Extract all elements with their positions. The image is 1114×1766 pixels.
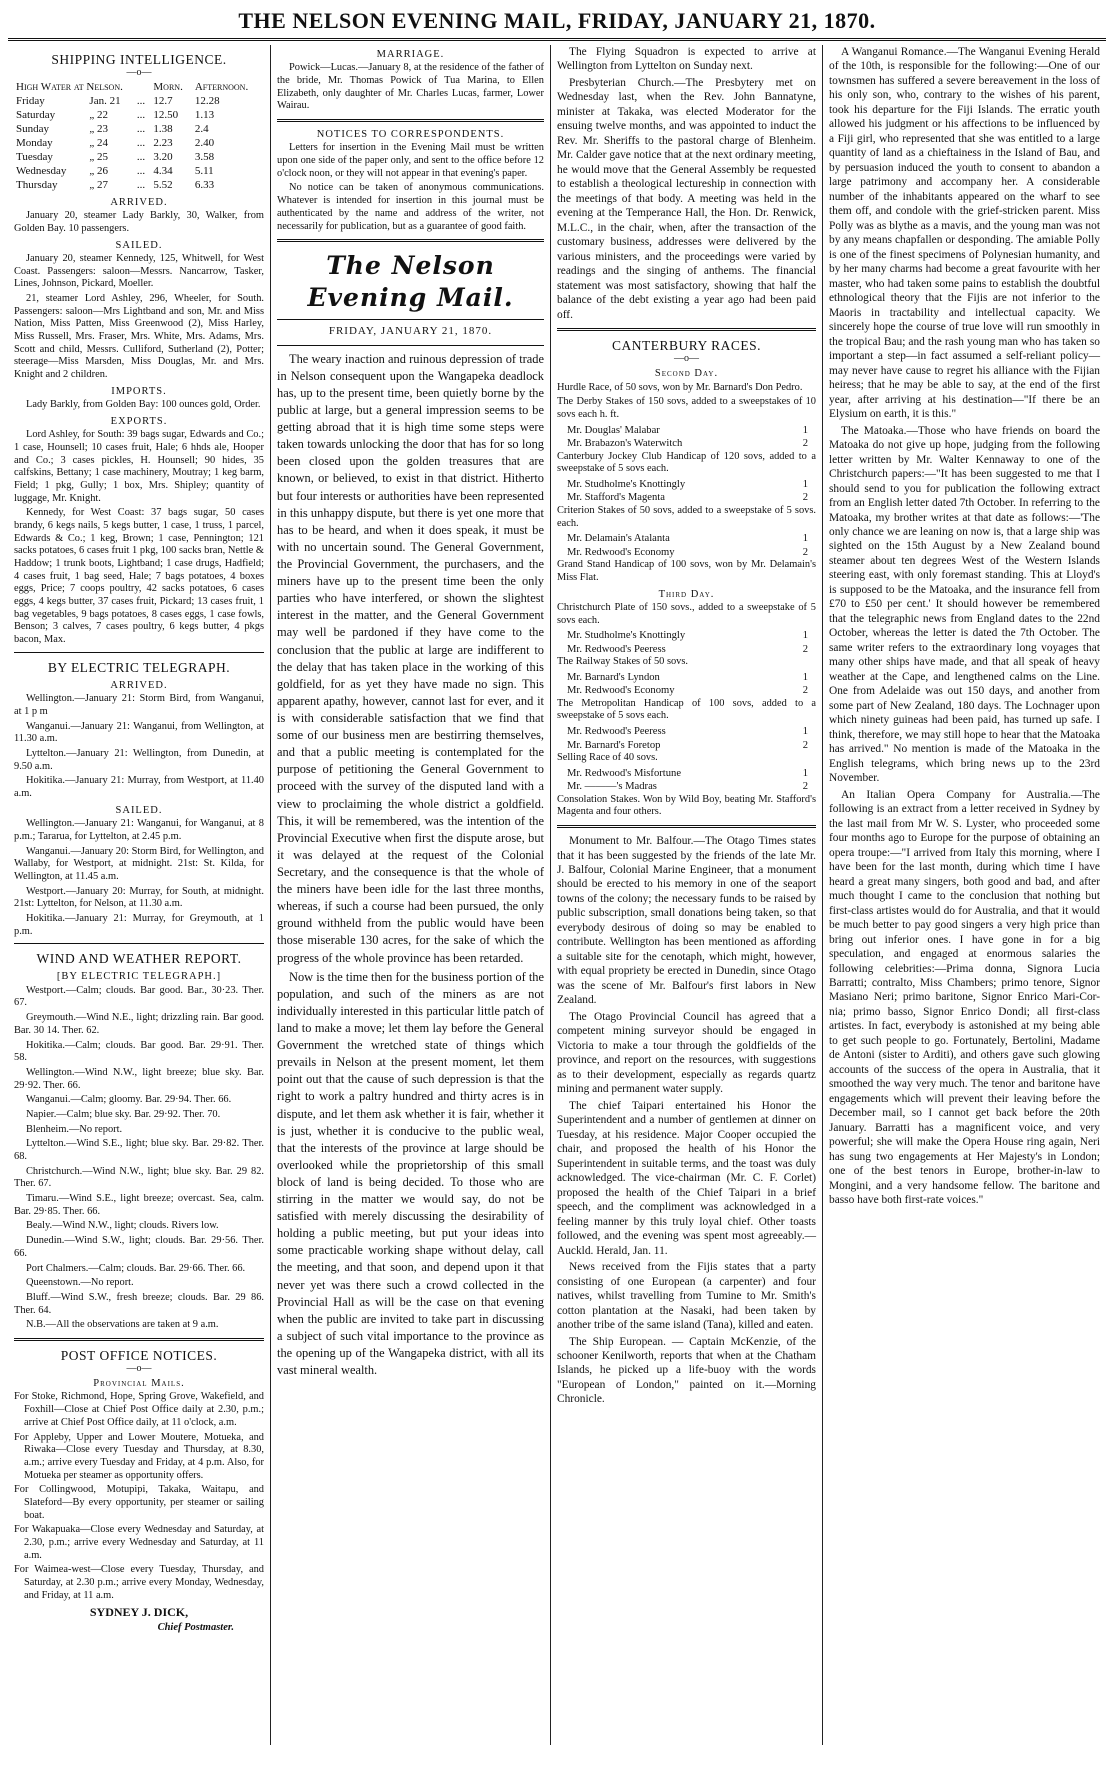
horse-owner: Mr. Studholme's Knottingly bbox=[567, 630, 686, 642]
weather-note: N.B.—All the observations are taken at 9 a.m. bbox=[26, 1319, 219, 1331]
editorial-body bbox=[277, 351, 544, 1380]
squadron-item: The Flying Squadron is expected to arrive at Wellington from Lyttelton on Sunday next. bbox=[557, 46, 816, 73]
column-2 bbox=[270, 45, 550, 1745]
tide-cell: 5.11 bbox=[194, 164, 214, 177]
tide-cell: 12.50 bbox=[153, 109, 179, 122]
horse-owner: Mr. Redwood's Peeress bbox=[567, 726, 666, 738]
columns bbox=[8, 45, 1106, 1745]
race-list bbox=[557, 382, 816, 585]
placing-number: 2 bbox=[802, 781, 808, 793]
tide-cell: 12.28 bbox=[194, 95, 220, 108]
sailed-text: January 20, steamer Kennedy, 125, Whitwell, for West Coast. Passengers: saloon—Messrs. Nancarrow, Tasker, Lines, Johnson, Pickard, Moeller. bbox=[14, 252, 264, 290]
weather-item: Dunedin.—Wind S.W., light; clouds. Bar. 29·56. Ther. 66. bbox=[14, 1235, 264, 1259]
tide-cell: 1.38 bbox=[153, 123, 173, 136]
nameplate: The Nelson Evening Mail. bbox=[307, 251, 514, 312]
marriage-text: Powick—Lucas.—January 8, at the residence of the father of the bride, Mr. Thomas Powick of Tua Marina, to Ellen Elizabeth, only daughter of Mr. Charles Lucas, farmer, Lower Wairau. bbox=[277, 62, 544, 112]
editorial-paragraph: The weary inaction and ruinous depression of trade in Nelson consequent upon the Wangapeka deadlock has, up to the present time, been quietly borne by the public at large, but a general impression seems to be getting abroad that it is high time some steps were taken towards unlocking the door that has for so long been closed upon the golden treasures that are known, or believed, to exist in that district. Hitherto but four interests or authorities have been represented in this unhappy dispute, but there is yet one more that has to be heard, and when it does speak, it must be with no uncertain sound. The General Government, the Provincial Government, the purchasers, and the miners have up to the present time been the only parties who have interfered, or shown the slightest interest in the matter, and the General Government may well be pardoned if they have come to the conclusion that the public at large are indifferent to the delay that has taken place in the working of this goldfield, for as yet they have made no sign. This apparent apathy, however, cannot last for ever, and it is with considerable satisfaction that we find that some of our business men are bestirring themselves, and that a public meeting is contemplated for the purpose of petitioning the General Government to proceed with the survey of the disputed land with a view to proclaiming the whole district a goldfield. This, it will be remembered, was the intention of the Provincial Executive when first the dispute arose, but it was delayed at the request of the Colonial Secretary, and the consequence is that the whole of the miners have been idle for the last three months, whereas, if such a course had been pursued, the only ground withheld from the public would have been those miserable 130 acres, for the sake of which the progress of the whole province has been retarded. bbox=[277, 351, 544, 965]
horse-owner: Mr. Redwood's Misfortune bbox=[567, 767, 682, 779]
tide-cell: „ 22 bbox=[89, 109, 109, 122]
divider bbox=[14, 1338, 264, 1341]
placing-number: 1 bbox=[802, 767, 808, 779]
tide-row bbox=[14, 165, 264, 179]
post-title: POST OFFICE NOTICES. bbox=[60, 1347, 218, 1363]
telegraph-sailed-heading: SAILED. bbox=[115, 804, 163, 816]
tide-cell: Thursday bbox=[16, 178, 58, 191]
weather-item: Blenheim.—No report. bbox=[26, 1123, 123, 1135]
news-item: News received from the Fijis states that a party consisting of one European (a carpenter) and four natives, whilst travelling from Tumine to Mr. Smith's cotton plantation at the Nasaki, had been taken by another tribe of the same island (Tana), killed and eaten. bbox=[557, 1261, 816, 1332]
divider bbox=[14, 652, 264, 653]
exports-heading: EXPORTS. bbox=[110, 415, 168, 427]
race-placing bbox=[557, 767, 816, 780]
telegraph-item: Wellington.—January 21: Storm Bird, from Wanganui, at 1 p m bbox=[14, 693, 264, 717]
race-placing bbox=[557, 643, 816, 656]
tide-cell: 1.13 bbox=[194, 109, 215, 122]
race-placing bbox=[557, 478, 816, 491]
sailed-text: 21, steamer Lord Ashley, 296, Wheeler, for South. Passengers: saloon—Mrs Lightband and son, Mr. and Miss Nation, Miss Patten, Miss Greenwood (2), Miss Harley, Miss Russell, Mrs. Fraser, Mrs. White, Mrs. Adams, Mrs. Scott and child, Messrs. Culliford, Sutherland (2), Potter; steerage—Miss Marsden, Miss Douglas, Mr. and Mrs. Knight and 2 children. bbox=[14, 292, 264, 381]
race-day-heading: Second Day. bbox=[654, 368, 719, 380]
divider bbox=[557, 328, 816, 331]
race-description: The Derby Stakes of 150 sovs, added to a sweepstakes of 10 sovs each h. ft. bbox=[557, 396, 816, 421]
correspondents-text: Letters for insertion in the Evening Mail must be written upon one side of the paper only, and sent to the office before 12 o'clock noon, or they will not appear in that evening's paper. bbox=[277, 142, 544, 179]
race-description: Grand Stand Handicap of 100 sovs, won by Mr. Delamain's Miss Flat. bbox=[557, 559, 816, 583]
weather-item: Napier.—Calm; blue sky. Bar. 29·92. Ther. 70. bbox=[26, 1108, 221, 1120]
tide-cell: 2.23 bbox=[153, 137, 173, 150]
news-item: The Otago Provincial Council has agreed that a competent mining surveyor should be engaged in Victoria to make a tour through the goldfields of the province, and report on the resources, with suggestions as to their development, especially as regards quartz mining and permanent water supply. bbox=[557, 1010, 816, 1096]
column-3 bbox=[550, 45, 822, 1745]
placing-number: 2 bbox=[802, 492, 808, 504]
marriage-title: MARRIAGE. bbox=[376, 49, 445, 60]
race-description: Christchurch Plate of 150 sovs., added to a sweepstake of 5 sovs each. bbox=[557, 601, 816, 626]
news-item: The Ship European. — Captain McKenzie, of the schooner Kenilworth, reports that when at the Chatham Islands, he picked up a life-buoy with the words "European of London," painted on it.—Morning Chronicle. bbox=[557, 1335, 816, 1406]
news-item: Monument to Mr. Balfour.—The Otago Times states that it has been suggested by the friends of the late Mr. J. Balfour, Colonial Marine Engineer, that a monument should be erected to his memory in one of the seaport towns of the colony; the necessary funds to be raised by public subscription, small donations being taken, so that everybody desirous of doing so may be enabled to contribute. Wellington has been mentioned as affording a suitable site for the cenotaph, which might, however, with equal propriety be erected in Dunedin, since Otago was the scene of Mr. Balfour's first labors in New Zealand. bbox=[557, 835, 816, 1007]
placing-number: 1 bbox=[802, 533, 808, 545]
post-item: For Collingwood, Motupipi, Takaka, Waitapu, and Slateford—By every opportunity, per steamer or sailing boat. bbox=[14, 1484, 264, 1521]
news-item: The chief Taipari entertained his Honor the Superintendent and a number of gentlemen at dinner on Tuesday, at his residence. Major Cooper occupied the chair, and proposed the health of his Honor the Superintendent in suitable terms, and the toast was duly acknowledged. The vice-chairman (Mr. C. F. Corlet) proposed the health of the Chief Taipari in a brief speech, and the compliment was acknowledged in a feeling manner by this truly loyal chief. Other toasts followed, and the evening was spent most agreeably.—Auckld. Herald, Jan. 11. bbox=[557, 1099, 816, 1257]
divider bbox=[277, 239, 544, 242]
race-placing bbox=[557, 725, 816, 738]
weather-item: Timaru.—Wind S.E., light breeze; overcast. Sea, calm. Bar. 29·85. Ther. 66. bbox=[14, 1193, 264, 1217]
race-placing bbox=[557, 739, 816, 752]
horse-owner: Mr. Barnard's Lyndon bbox=[567, 671, 660, 683]
editorial-date: FRIDAY, JANUARY 21, 1870. bbox=[328, 324, 493, 337]
sailed-heading: SAILED. bbox=[115, 239, 163, 251]
weather-item: Wellington.—Wind N.W., light breeze; blue sky. Bar. 29·92. Ther. 66. bbox=[14, 1066, 264, 1091]
horse-owner: Mr. Studholme's Knottingly bbox=[567, 479, 686, 491]
tide-header: High Water at Nelson. bbox=[16, 81, 123, 94]
divider bbox=[557, 825, 816, 828]
tide-cell: ... bbox=[136, 137, 146, 150]
tide-cell: Saturday bbox=[16, 109, 56, 122]
presbyterian-item: Presbyterian Church.—The Presbytery met on Wednesday last, when the Rev. John Bannatyne, minister at Takaka, was elected Moderator for the ensuing twelve months, and was appointed to induct the Rev. Mr. Sheriffs to the pastoral charge of Blenheim. Mr. Calder gave notice that at the next ordinary meeting, he would move that the General Assembly be requested to establish a theological lectureship in connection with the meetings of that body. A meeting was held in the evening at the Temperance Hall, the Hon. Dr. Renwick, M.L.C., in the chair, when, after the transaction of the customary business, addresses were delivered by the various ministers, and the proceedings were varied by readings and the singing of anthems. The financial statement was most satisfactory, showing that half the balance of the debt existing a year ago had been paid off. bbox=[557, 76, 816, 321]
race-list bbox=[557, 602, 816, 819]
postmaster-signature: SYDNEY J. DICK, bbox=[89, 1605, 189, 1620]
race-description: Consolation Stakes. Won by Wild Boy, beating Mr. Stafford's Magenta and four others. bbox=[557, 793, 816, 818]
horse-owner: Mr. Redwood's Peeress bbox=[567, 643, 666, 655]
tide-cell: ... bbox=[136, 178, 146, 191]
placing-number: 1 bbox=[802, 630, 808, 642]
ornament: —o— bbox=[674, 353, 699, 365]
race-placing bbox=[557, 437, 816, 450]
post-item: For Stoke, Richmond, Hope, Spring Grove, Wakefield, and Foxhill—Close at Chief Post Office daily at 2.30, p.m.; arrive at Chief Post Office daily, at 11 o'clock, a.m. bbox=[14, 1391, 264, 1428]
divider bbox=[14, 943, 264, 944]
race-placing bbox=[557, 491, 816, 504]
race-placing bbox=[557, 780, 816, 793]
shipping-title: SHIPPING INTELLIGENCE. bbox=[51, 52, 227, 67]
post-subtitle: Provincial Mails. bbox=[93, 1378, 185, 1390]
telegraph-item: Wanganui.—January 21: Wanganui, from Wellington, at 11.30 a.m. bbox=[14, 720, 264, 745]
placing-number: 1 bbox=[802, 424, 808, 436]
horse-owner: Mr. Douglas' Malabar bbox=[567, 424, 660, 436]
ornament: —o— bbox=[126, 67, 152, 79]
weather-item: Hokitika.—Calm; clouds. Bar good. Bar. 29·91. Ther. 58. bbox=[14, 1039, 264, 1064]
weather-subtitle: [BY ELECTRIC TELEGRAPH.] bbox=[56, 971, 222, 983]
race-placing bbox=[557, 684, 816, 697]
tide-cell: 6.33 bbox=[194, 178, 215, 191]
weather-item: Lyttelton.—Wind S.E., light; blue sky. Bar. 29·82. Ther. 68. bbox=[14, 1138, 264, 1163]
weather-item: Greymouth.—Wind N.E., light; drizzling rain. Bar good. Bar. 30 14. Ther. 62. bbox=[14, 1012, 264, 1036]
tide-cell: „ 24 bbox=[89, 137, 109, 150]
telegraph-item: Lyttelton.—January 21: Wellington, from Dunedin, at 9.50 a.m. bbox=[14, 748, 264, 772]
placing-number: 2 bbox=[802, 546, 808, 558]
tide-cell: ... bbox=[136, 123, 146, 136]
column-1 bbox=[8, 45, 270, 1745]
tide-cell: „ 27 bbox=[89, 178, 109, 191]
post-item: For Wakapuaka—Close every Wednesday and Saturday, at 2.30, p.m.; arrive every Wednesday and Saturday, at 11 a.m. bbox=[14, 1524, 264, 1561]
horse-owner: Mr. Stafford's Magenta bbox=[567, 492, 665, 504]
tide-row bbox=[14, 109, 264, 123]
placing-number: 2 bbox=[802, 438, 808, 450]
tide-row bbox=[14, 179, 264, 193]
race-description: Hurdle Race, of 50 sovs, won by Mr. Barnard's Don Pedro. bbox=[557, 381, 803, 393]
divider bbox=[277, 319, 544, 320]
tide-cell: Jan. 21 bbox=[89, 95, 121, 108]
telegraph-title: BY ELECTRIC TELEGRAPH. bbox=[47, 659, 231, 675]
race-description: Selling Race of 40 sovs. bbox=[557, 752, 658, 764]
horse-owner: Mr. Brabazon's Waterwitch bbox=[567, 438, 683, 450]
post-item: For Waimea-west—Close every Tuesday, Thursday, and Saturday, at 2.30 p.m.; arrive every Monday, Wednesday, and Friday, at 11 a.m. bbox=[14, 1564, 264, 1601]
tide-row bbox=[14, 123, 264, 137]
tide-table bbox=[14, 81, 264, 193]
horse-owner: Mr. Redwood's Economy bbox=[567, 546, 675, 558]
races-title: CANTERBURY RACES. bbox=[611, 338, 762, 354]
telegraph-arrived-heading: ARRIVED. bbox=[110, 679, 168, 691]
horse-owner: Mr. Delamain's Atalanta bbox=[567, 533, 670, 545]
newspaper-page bbox=[8, 6, 1106, 1754]
tide-row bbox=[14, 95, 264, 109]
placing-number: 2 bbox=[802, 685, 808, 697]
tide-cell: 3.58 bbox=[194, 150, 215, 163]
race-day-heading: Third Day. bbox=[658, 588, 715, 600]
imports-text: Lady Barkly, from Golden Bay: 100 ounces gold, Order. bbox=[26, 399, 261, 411]
weather-item: Queenstown.—No report. bbox=[26, 1277, 134, 1289]
news-item: The Matoaka.—Those who have friends on board the Matoaka do not give up hope, judging from the following letter written by Mr. Walter Kennaway to one of the Christchurch papers:—"It has been suggested to me that I should send to you for publication the following extract from an English letter dated 7th October. In referring to the Matoaka, my brother writes at that date as follows:—'The only chance we are leaning on now is, that a large ship was sighted on the 15th August by a New Zealand bound steamer about ten degrees West of the Western Islands steering east, with only foremast standing. This at Lloyd's is supposed to be the Matoaka, and the insurance fell from £70 to £50 per cent.' It should however be remembered that the telegraphic news from England dates to the 22nd October, whereas the letter is dated the 7th October. The same writer refers to the extraordinary long voyages that many other ships have made, and that all speak of heavy weather at the Cape, and lengthened calms on the Line. One from Adelaide was out 150 days, and another from some part of New Zealand, 180 days. The Lochnager upon which ninety guineas had been paid, has turned up safe. I think, therefore, we may still hope to hear that the Matoaka has arrived." No mention is made of the Matoaka in the English telegrams, which bring news up to the 23rd November. bbox=[829, 424, 1100, 785]
tide-cell: 3.20 bbox=[153, 150, 173, 163]
correspondents-text: No notice can be taken of anonymous communications. Whatever is intended for insertion in this journal must be authenticated by the name and address of the writer, not necessarily for publication, but as a guarantee of good faith. bbox=[277, 182, 544, 232]
tide-header: Morn. bbox=[153, 81, 183, 94]
weather-item: Bealy.—Wind N.W., light; clouds. Rivers low. bbox=[26, 1220, 219, 1232]
tide-header: Afternoon. bbox=[194, 81, 249, 94]
masthead: THE NELSON EVENING MAIL, FRIDAY, JANUARY 21, 1870. bbox=[8, 6, 1106, 41]
tide-cell: Wednesday bbox=[16, 164, 67, 177]
tide-cell: Tuesday bbox=[16, 150, 53, 163]
tide-cell: ... bbox=[136, 150, 146, 163]
telegraph-item: Hokitika.—January 21: Murray, from Westport, at 11.40 a.m. bbox=[14, 775, 264, 800]
tide-cell: Friday bbox=[16, 95, 45, 108]
editorial-paragraph: Now is the time then for the business portion of the population, and such of the miners as are not individually interested in this particular little patch of land to make a move; let them lay before the General Government the wretched state of things which prevails in Nelson at the present moment, let them point out that the cause of such depression is that the right to work a paltry hundred and thirty acres is in dispute, and let them ask whether it is fair, whether it is just, whether it is conducive to the public weal, that the interests of the province at large should be overlooked while the proprietorship of this small block of land is being decided. To those who are stirring in the matter we would say, do not be satisfied with merely discussing the desirability of holding a public meeting, but put your ideas into some practicable working shape without delay, call the meeting, and that soon, and depend upon it that never yet was there such a crowd collected in the Provincial Hall as will be the case on that evening when the public are invited to take part in discussing a subject of such vital importance to the province as the opening up of the Wangapeka district, with all its vast mineral wealth. bbox=[277, 969, 544, 1378]
ornament: —o— bbox=[126, 1363, 152, 1375]
weather-item: Christchurch.—Wind N.W., light; blue sky. Bar. 29 82. Ther. 67. bbox=[14, 1165, 264, 1190]
horse-owner: Mr. Barnard's Foretop bbox=[567, 739, 661, 751]
horse-owner: Mr. ———'s Madras bbox=[567, 781, 657, 793]
tide-cell: 4.34 bbox=[153, 164, 173, 177]
column-4 bbox=[822, 45, 1106, 1745]
tide-cell: Sunday bbox=[16, 123, 49, 136]
placing-number: 2 bbox=[802, 643, 808, 655]
tide-cell: ... bbox=[136, 109, 146, 122]
placing-number: 2 bbox=[802, 739, 808, 751]
placing-number: 1 bbox=[802, 479, 808, 491]
tide-cell: „ 23 bbox=[89, 123, 109, 136]
tide-cell: 2.40 bbox=[194, 137, 215, 150]
exports-text: Lord Ashley, for South: 39 bags sugar, Edwards and Co.; 1 case, Hounsell; 10 cases fruit, Hale; 6 hhds ale, Hooper and Co.; 3 cases pickles, H. Hounsell; 90 hides, 35 calfskins, Bettany; 1 case machinery, Moutray; 1 keg barm, Field; 1 pkg, Gully; 1 box, Mrs. Shipley; quantity of luggage, Mr. Knight. bbox=[14, 429, 264, 504]
correspondents-title: NOTICES TO CORRESPONDENTS. bbox=[316, 129, 505, 141]
arrived-text: January 20, steamer Lady Barkly, 30, Walker, from Golden Bay. 10 passengers. bbox=[14, 210, 264, 234]
weather-item: Port Chalmers.—Calm; clouds. Bar. 29·66. Ther. 66. bbox=[26, 1262, 246, 1274]
telegraph-item: Wanganui.—January 20: Storm Bird, for Wellington, and Wallaby, for Westport, at midnight. 21st: St. Kilda, for Wellington, at 11.45 a.m. bbox=[14, 845, 264, 882]
telegraph-item: Hokitika.—January 21: Murray, for Greymouth, at 1 p.m. bbox=[14, 912, 264, 937]
tide-cell: 2.4 bbox=[194, 123, 209, 136]
race-placing bbox=[557, 546, 816, 559]
divider bbox=[277, 345, 544, 346]
tide-row bbox=[14, 151, 264, 165]
weather-title: WIND AND WEATHER REPORT. bbox=[36, 951, 242, 967]
telegraph-item: Wellington.—January 21: Wanganui, for Wanganui, at 8 p.m.; Tararua, for Lyttelton, at 2.45 p.m. bbox=[14, 818, 264, 842]
arrived-heading: ARRIVED. bbox=[110, 196, 168, 208]
imports-heading: IMPORTS. bbox=[111, 385, 167, 397]
race-placing bbox=[557, 424, 816, 437]
news-item: An Italian Opera Company for Australia.—The following is an extract from a letter received in Sydney by the last mail from Mr W. S. Lyster, who proceeded some four months ago to Europe for the purpose of obtaining an opera troupe:—"I arrived from Italy this morning, where I have been for the last month, during which time I have heard a great many singers, both good and bad, and after much thought I came to the conclusion that nothing but first-class artistes would do for Australia, and that it would be much better to pay good singers a very high price than bring out inferior ones. I have gone in for a big speculation, and engaged at enormous salaries the following celebrities:—Prima donna, Signora Lucia Barratti; contralto, Miss Chambers; primo tenore, Signor Masiano Neri; primo baritone, Signor Enrico Mari-Cor-nia; primo basso, Signor Enrico Dondi; all first-class artistes. In fact, everybody is astonished at my being able to get such people to go. Fortunately, Bertolini, Madame de Antoni (sister to Arditi), and others gave such glowing accounts of the success of the opera in Australia, that it smoothed the way very much. The tenor and baritone have engagements which will prevent their leaving before the December mail, so I cannot get back before the 20th January. Barratti has a magnificent voice, and very powerful; she will make the Opera House ring again, Neri has sung two engagements at Her Majesty's in London; one of the best tenors in Europe, brother-in-law to Mongini, and a very handsome fellow. The baritone and basso have both first-rate voices." bbox=[829, 788, 1100, 1207]
race-placing bbox=[557, 629, 816, 642]
weather-item: Westport.—Calm; clouds. Bar good. Bar., 30·23. Ther. 67. bbox=[14, 984, 264, 1009]
race-description: The Metropolitan Handicap of 100 sovs, added to a sweepstake of 5 sovs each. bbox=[557, 697, 816, 722]
placing-number: 1 bbox=[802, 671, 808, 683]
horse-owner: Mr. Redwood's Economy bbox=[567, 685, 675, 697]
race-description: Criterion Stakes of 50 sovs, added to a sweepstake of 5 sovs. each. bbox=[557, 504, 816, 529]
race-placing bbox=[557, 671, 816, 684]
race-placing bbox=[557, 532, 816, 545]
postmaster-title: Chief Postmaster. bbox=[157, 1621, 234, 1633]
weather-item: Bluff.—Wind S.W., fresh breeze; clouds. Bar. 29 86. Ther. 64. bbox=[14, 1291, 264, 1316]
race-description: The Railway Stakes of 50 sovs. bbox=[557, 656, 689, 668]
tide-cell: „ 26 bbox=[89, 164, 109, 177]
tide-cell: ... bbox=[136, 164, 146, 177]
weather-item: Wanganui.—Calm; gloomy. Bar. 29·94. Ther. 66. bbox=[26, 1094, 232, 1106]
news-item: A Wanganui Romance.—The Wanganui Evening Herald of the 10th, is responsible for the following:—One of our townsmen has suffered a severe bereavement in the loss of his only son, who, contrary to the wishes of his parent, took his departure for the Fiji Islands. The erratic youth allowed his judgment or his affections to be influenced by a Fiji girl, who represented that she was entitled to a large quantity of land as a chieftainess in the Island of Bau, and by persuasion induced the youth to consent to abandon a large patrimony and accompany her. A considerable number of the inhabitants appeared on the wharf to see them off, and condole with the grief-stricken parent. Miss Polly was as blythe as a mavis, and the young man was not by any means chapfallen or desponding. The amiable Polly is one of the finest specimens of Polynesian humanity, and by her many charms had become a great favourite with her master, who had taken some pains to establish the doubtful ethnological theory that the Fijis are not inferior to the Maoris in tractability and intellectual capacity. We sincerely hope the course of true love will run smoothly in the tropical Bau; and the rash young man who has taken so important a step—in fact assumed a self-reliant policy—may never have cause to regret his alliance with the Fijian heiress; that he may be able to say, at the end of the first year, after arriving at his destination—"If there be an Elysium on earth, it is this." bbox=[829, 46, 1100, 421]
tide-row bbox=[14, 137, 264, 151]
divider bbox=[277, 119, 544, 122]
post-item: For Appleby, Upper and Lower Moutere, Motueka, and Riwaka—Close every Tuesday and Thursday, at 8.30, a.m.; arrive every Tuesday and Friday, at 4 p.m. Also, for Motueka per steamer as opportunity offers. bbox=[14, 1431, 264, 1481]
tide-cell: „ 25 bbox=[89, 150, 109, 163]
telegraph-item: Westport.—January 20: Murray, for South, at midnight. 21st: Lyttelton, for Nelson, at 11.30 a.m. bbox=[14, 885, 264, 910]
tide-cell: ... bbox=[136, 95, 146, 108]
tide-cell: 12.7 bbox=[153, 95, 173, 108]
placing-number: 1 bbox=[802, 726, 808, 738]
tide-cell: Monday bbox=[16, 137, 53, 150]
race-description: Canterbury Jockey Club Handicap of 120 sovs, added to a sweepstake of 5 sovs each. bbox=[557, 450, 816, 475]
tide-cell: 5.52 bbox=[153, 178, 173, 191]
exports-text: Kennedy, for West Coast: 37 bags sugar, 50 cases brandy, 6 kegs nails, 5 kegs butter, 1 case, 1 truss, 1 parcel, Edwards & Co.; 1 keg, Brown; 1 case, Pennington; 121 sacks potatoes, 6 cases fruit 1 pkg, 100 sacks bran, Nettle & Haddow; 1 trunk boots, Lightband; 1 case drugs, Hadfield; 4 cases fruit, 1 bag seed, Hale; 7 bags potatoes, 4 boxes eggs, Price; 7 coops poultry, 42 sacks potatoes, 6 cases eggs, 4 kegs butter, 37 cases fruit, Pickard; 13 cases fruit, 1 bag vegetables, 9 bags potatoes, 8 cases eggs, 1 case fowls, Benson; 3 calves, 7 cases poultry, 6 kegs butter, 4 pkgs bacon, Max. bbox=[14, 507, 264, 646]
